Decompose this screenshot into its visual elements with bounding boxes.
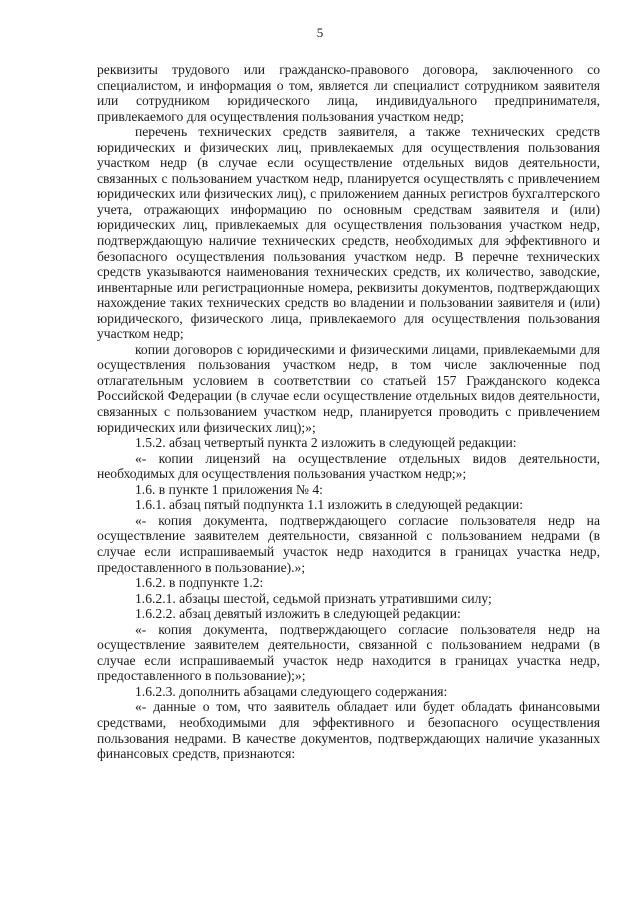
paragraph: перечень технических средств заявителя, а также технических средств юридических и физических лиц, привлекаемых для осуществления пользования участком недр (в случае если осуществление отдельных видов деятельности, связанных с пользованием участком недр, планируется осуществлять с привлечением юридических или физических лиц), с приложением данных регистров бухгалтерского учета, отражающих информацию по основным средствам заявителя и (или) юридических лиц, привлекаемых для осуществления пользования участком недр, подтверждающую наличие технических средств, необходимых для эффективного и безопасного осуществления пользования участком недр. В перечне технических средств указываются наименования технических средств, их количество, заводские, инвентарные или регистрационные номера, реквизиты документов, подтверждающих нахождение таких технических средств во владении и пользовании заявителя и (или) юридического, физического лица, привлекаемого для осуществления пользования участком недр;: [97, 124, 600, 342]
paragraph: 1.5.2. абзац четвертый пункта 2 изложить в следующей редакции:: [135, 435, 517, 451]
paragraph: 1.6.2. в подпункте 1.2:: [135, 575, 264, 591]
paragraph: «- копии лицензий на осуществление отдельных видов деятельности, необходимых для осуществления пользования участком недр;»;: [97, 450, 600, 482]
paragraph: «- данные о том, что заявитель обладает или будет обладать финансовыми средствами, необходимыми для эффективного и безопасного осуществления пользования недрами. В качестве документов, подтверждающих наличие указанных финансовых средств, признаются:: [97, 699, 600, 762]
paragraph: копии договоров с юридическими и физическими лицами, привлекаемыми для осуществления пользования участком недр, в том числе заключенные под отлагательным условием в соответствии со статьей 157 Гражданского кодекса Российской Федерации (в случае если осуществление отдельных видов деятельности, связанных с пользованием участком недр, планируется проводить с привлечением юридических или физических лиц);»;: [97, 341, 600, 435]
paragraph: «- копия документа, подтверждающего согласие пользователя недр на осуществление заявителем деятельности, связанной с пользованием недрами (в случае если испрашиваемый участок недр находится в границах участка недр, предоставленного в пользование).»;: [97, 512, 600, 575]
paragraph: 1.6.2.3. дополнить абзацами следующего содержания:: [135, 683, 448, 699]
paragraph: «- копия документа, подтверждающего согласие пользователя недр на осуществление заявителем деятельности, связанной с пользованием недрами (в случае если испрашиваемый участок недр находится в границах участка недр, предоставленного в пользование);»;: [97, 621, 600, 684]
document-body: [97, 62, 600, 762]
paragraph: 1.6.2.1. абзацы шестой, седьмой признать утратившими силу;: [135, 590, 492, 606]
paragraph: 1.6.1. абзац пятый подпункта 1.1 изложить в следующей редакции:: [135, 497, 524, 513]
paragraph: реквизиты трудового или гражданско-правового договора, заключенного со специалистом, и информация о том, является ли специалист сотрудником заявителя или сотрудником юридического лица, индивидуального предпринимателя, привлекаемого для осуществления пользования участком недр;: [97, 62, 600, 124]
paragraph: 1.6.2.2. абзац девятый изложить в следующей редакции:: [135, 606, 461, 622]
paragraph: 1.6. в пункте 1 приложения № 4:: [135, 481, 323, 497]
page-number: 5: [316, 25, 324, 40]
